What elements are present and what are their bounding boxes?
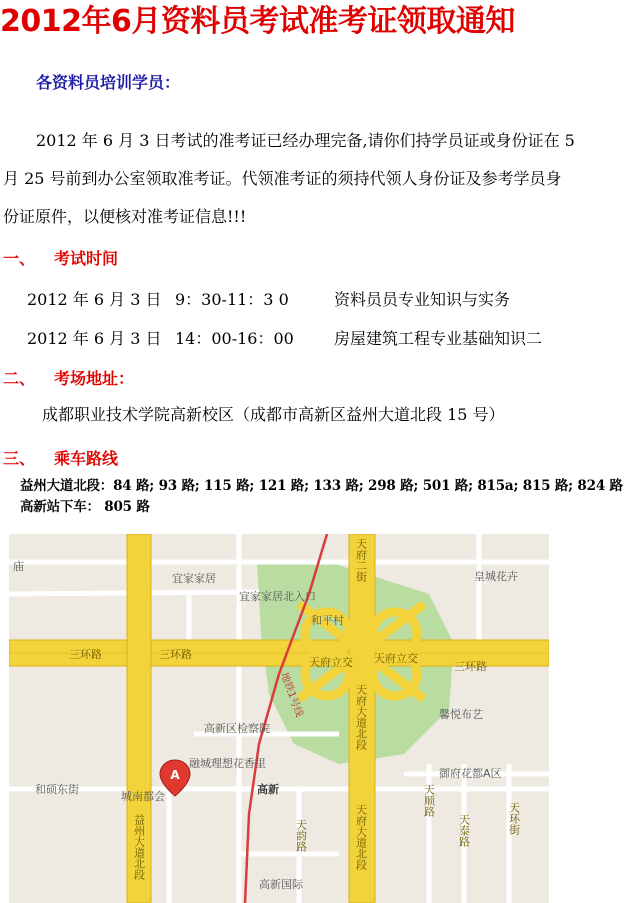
map-label: 天府立交 [309, 656, 353, 669]
map-label: 天韵路 [294, 819, 308, 852]
map-label: 地铁1号线 [278, 671, 305, 719]
map-label: 三环路 [454, 660, 487, 673]
map-label: 皇城花卉 [474, 570, 518, 583]
map-label: 宜家家居 [172, 572, 216, 585]
schedule-time: 14：00-16：00 [175, 329, 294, 348]
page-title: 2012年6月资料员考试准考证领取通知 [0, 4, 515, 39]
bus-routes-line-2: 高新站下车： 805 路 [20, 499, 150, 515]
section-number: 三、 [3, 449, 36, 468]
map-label: 和平村 [311, 614, 344, 627]
map-label: 高新国际 [259, 878, 303, 891]
map-label: 天泰路 [457, 814, 471, 847]
map-label: 天府立交 [374, 652, 418, 665]
greeting: 各资料员培训学员： [36, 73, 181, 92]
section-number: 一、 [3, 249, 36, 268]
map-canvas [9, 534, 549, 903]
map-label: 馨悦布艺 [439, 708, 483, 721]
intro-line-3: 份证原件，以便核对准考证信息!!! [3, 207, 247, 226]
map-label: 高新 [257, 783, 279, 796]
schedule-time: 9：30-11：3 0 [175, 290, 289, 309]
map-label: 天府大道北段 [354, 684, 368, 750]
schedule-date: 2012 年 6 月 3 日 [27, 290, 162, 309]
section-exam-location [3, 366, 134, 389]
map-label: 御府花都A区 [439, 767, 502, 780]
map-label: 三环路 [159, 648, 192, 661]
map-label: 城南都会 [121, 790, 165, 803]
bus-routes-line-1: 益州大道北段：84 路; 93 路; 115 路; 121 路; 133 路; 298 路; 501 路; 815a; 815 路; 824 路 [20, 478, 623, 494]
exam-address: 成都职业技术学院高新校区（成都市高新区益州大道北段 15 号） [42, 405, 505, 424]
map-label: 融城理想花香里 [189, 757, 266, 770]
section-heading: 乘车路线 [54, 449, 119, 468]
map-label: 高新区检察院 [204, 722, 270, 735]
schedule-subject: 房屋建筑工程专业基础知识二 [334, 329, 543, 348]
map-label: 三环路 [69, 648, 102, 661]
schedule-row [27, 287, 510, 310]
intro-paragraph [3, 122, 615, 236]
schedule-date: 2012 年 6 月 3 日 [27, 329, 162, 348]
schedule-row [27, 326, 542, 349]
map-label: 天府大道北段 [354, 804, 368, 870]
map-label: 天环街 [507, 802, 521, 835]
map-label: 天顺路 [422, 784, 436, 817]
map-label: 庙 [13, 560, 24, 573]
section-exam-time [3, 246, 118, 269]
section-bus-routes [3, 446, 118, 469]
intro-line-2: 月 25 号前到办公室领取准考证。代领准考证的须持代领人身份证及参考学员身 [3, 169, 562, 188]
schedule-subject: 资料员员专业知识与实务 [334, 290, 511, 309]
map-label: 宜家家居北入口 [239, 590, 316, 603]
map-label: 和硕东街 [35, 783, 79, 796]
map-label: 天府二街 [354, 538, 368, 582]
section-heading: 考场地址： [54, 369, 135, 388]
section-number: 二、 [3, 369, 36, 388]
intro-line-1: 2012 年 6 月 3 日考试的准考证已经办理完备,请你们持学员证或身份证在 5 [36, 131, 575, 150]
location-map [9, 534, 549, 903]
marker-letter: A [170, 768, 180, 782]
section-heading: 考试时间 [54, 249, 119, 268]
map-label: 益州大道北段 [132, 814, 146, 880]
